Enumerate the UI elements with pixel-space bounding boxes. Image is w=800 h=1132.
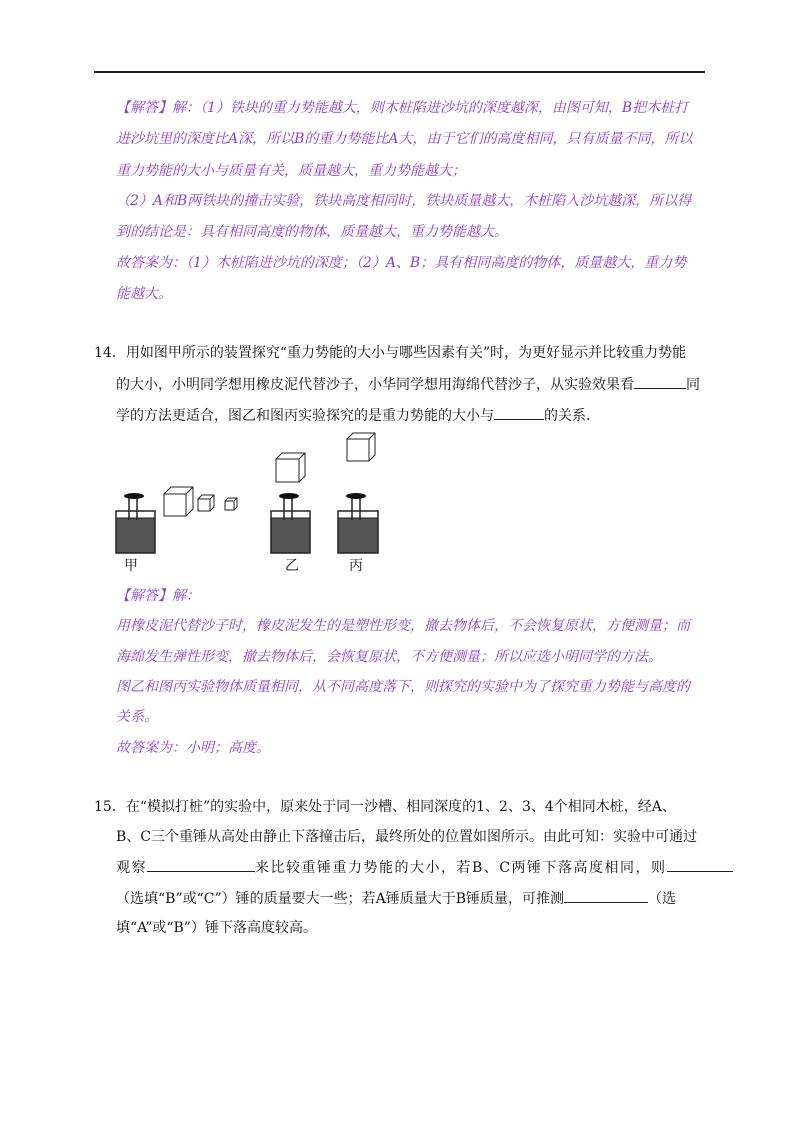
question-14-line-2-tail: 同 (686, 377, 700, 393)
answer-13-line-7: 能越大。 (116, 286, 172, 302)
answer-blank-15-3[interactable] (564, 888, 648, 903)
question-15-line-4-tail: （选 (648, 891, 677, 907)
sand-container-jia (116, 493, 155, 553)
answer-14-line-5: 关系。 (116, 709, 158, 725)
cube-yi (276, 453, 305, 482)
question-15-line-4 (116, 888, 676, 909)
question-14-line-3-tail: 的关系． (544, 408, 600, 424)
sand-container-yi (271, 493, 310, 553)
question-14-line-2-text: 的大小，小明同学想用橡皮泥代替沙子，小华同学想用海绵代替沙子，从实验效果看 (116, 377, 634, 393)
question-15-line-3 (116, 857, 733, 878)
answer-14-line-1: 【解答】解： (116, 588, 200, 604)
question-15-line-4-text: （选填“B”或“C”）锤的质量要大一些；若A锤质量大于B锤质量，可推测 (116, 891, 565, 907)
cube-small (225, 498, 237, 510)
cube-large (164, 487, 193, 516)
answer-blank-15-1[interactable] (147, 857, 255, 872)
figure-label-jia: 甲 (124, 558, 138, 574)
question-15-line-3-tail: 来比较重锤重力势能的大小，若B、C两锤下落高度相同，则 (255, 860, 667, 876)
figure-label-bing: 丙 (349, 558, 363, 574)
answer-blank-15-2[interactable] (667, 857, 733, 872)
answer-13-line-6: 故答案为：（1）木桩陷进沙坑的深度；（2）A、B；具有相同高度的物体，质量越大，重力势 (116, 255, 687, 271)
answer-14-line-3: 海绵发生弹性形变，撤去物体后，会恢复原状，不方便测量；所以应选小明同学的方法。 (116, 649, 662, 665)
answer-14-line-4: 图乙和图丙实验物体质量相同，从不同高度落下，则探究的实验中为了探究重力势能与高度的 (116, 679, 690, 695)
question-14-line-1: 14．用如图甲所示的装置探究“重力势能的大小与哪些因素有关”时，为更好显示并比较重力势能 (94, 345, 687, 361)
answer-13-line-3: 重力势能的大小与质量有关，质量越大，重力势能越大； (116, 163, 466, 179)
figure-label-yi: 乙 (285, 558, 299, 574)
answer-13-line-2: 进沙坑里的深度比A深，所以B的重力势能比A大，由于它们的高度相同，只有质量不同，所以 (116, 131, 693, 147)
question-15-line-2: B、C三个重锤从高处由静止下落撞击后，最终所处的位置如图所示。由此可知：实验中可通过 (116, 829, 697, 845)
answer-13-line-5: 到的结论是：具有相同高度的物体，质量越大，重力势能越大。 (116, 224, 508, 240)
question-14-line-3-text: 学的方法更适合，图乙和图丙实验探究的是重力势能的大小与 (116, 408, 494, 424)
sand-container-bing (338, 493, 378, 553)
answer-14-line-2: 用橡皮泥代替沙子时，橡皮泥发生的是塑性形变，撤去物体后，不会恢复原状，方便测量；而 (116, 618, 690, 634)
question-15-line-3-text: 观察 (116, 860, 147, 876)
cube-medium (198, 495, 214, 511)
answer-13-line-4: （2）A和B两铁块的撞击实验，铁块高度相同时，铁块质量越大，木桩陷入沙坑越深，所以得 (116, 193, 692, 209)
answer-13-line-1: 【解答】解：（1）铁块的重力势能越大，则木桩陷进沙坑的深度越深，由图可知，B把木桩打 (116, 100, 689, 116)
question-15-line-1: 15．在“模拟打桩”的实验中，原来处于同一沙槽、相同深度的1、2、3、4个相同木桩，经A、 (94, 799, 676, 815)
cube-bing (347, 433, 375, 461)
answer-14-line-6: 故答案为：小明；高度。 (116, 740, 270, 756)
question-15-line-5: 填“A”或“B”）锤下落高度较高。 (116, 920, 317, 936)
